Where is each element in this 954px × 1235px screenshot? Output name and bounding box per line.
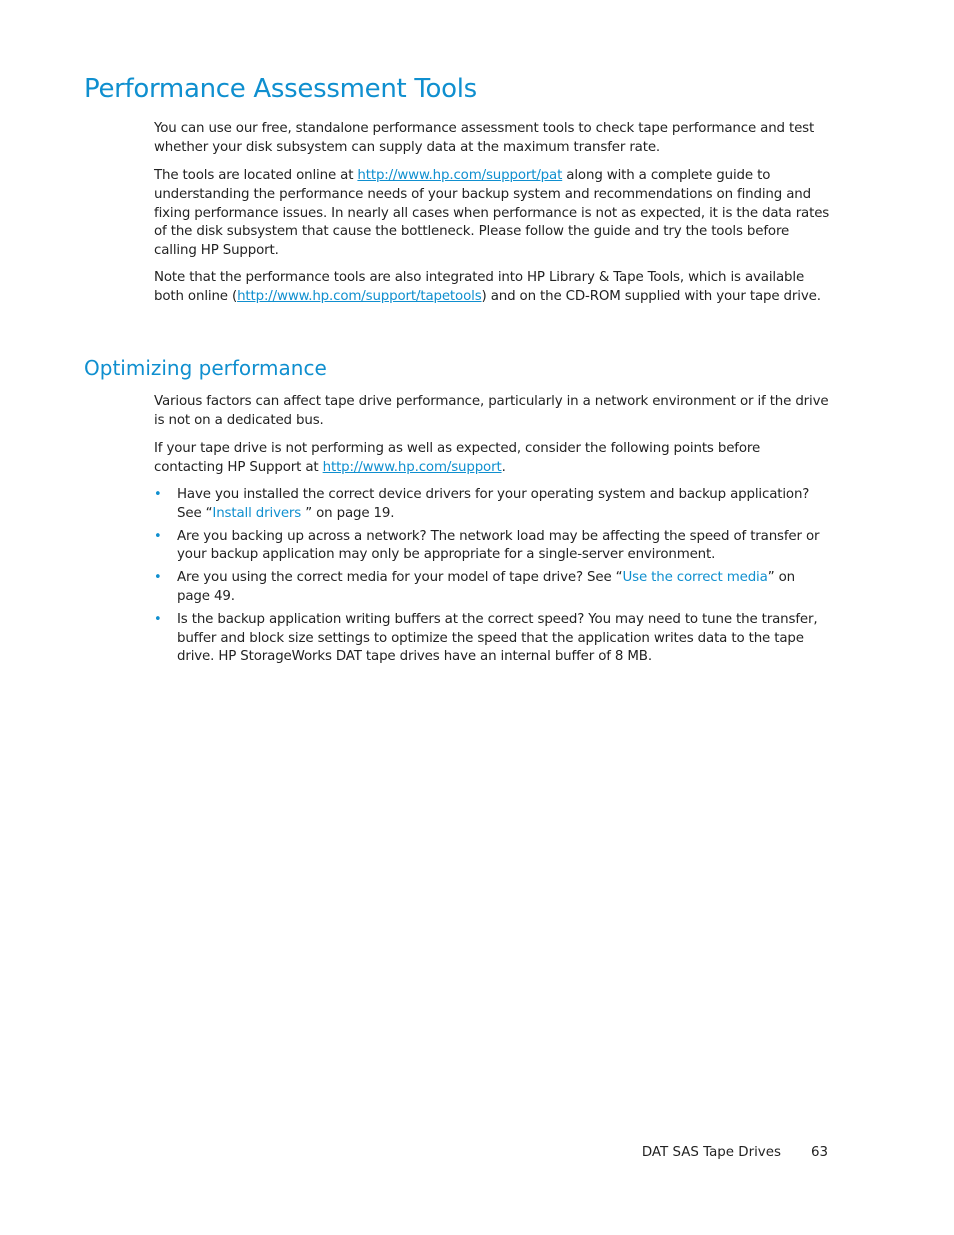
intro-paragraph: You can use our free, standalone performance assessment tools to check tape performance and test whether your disk subsystem can supply data at the maximum transfer rate. — [154, 121, 815, 155]
text-span: ” on page 19. — [305, 505, 395, 521]
text-span: Have you installed the correct device drivers for your operating system and backup application? See “ — [177, 487, 810, 521]
correct-media-xref[interactable]: Use the correct media — [622, 570, 768, 586]
text-span: ” on page 49. — [177, 570, 795, 604]
text-span: Is the backup application writing buffers at the correct speed? You may need to tune the transfer, buffer and block size settings to optimize the speed that the application writes data to the tape drive. HP StorageWorks DAT tape drives have an internal buffer of 8 MB. — [177, 611, 818, 665]
support-link[interactable]: http://www.hp.com/support — [322, 459, 502, 475]
text-span: . — [501, 459, 506, 475]
text-span: If your tape drive is not performing as well as expected, consider the following points before contacting HP Support at — [154, 441, 761, 475]
text-span: Note that the performance tools are also integrated into HP Library & Tape Tools, which is available both online ( — [154, 270, 805, 304]
text-span: ) and on the CD-ROM supplied with your tape drive. — [481, 288, 821, 304]
text-span: along with a complete guide to understanding the performance needs of your backup system and recommendations on finding and fixing performance issues. In nearly all cases when performance is not as expected, it is the data rates of the disk subsystem that cause the bottleneck. Please follow the guide and try the tools before calling HP Support. — [154, 168, 830, 259]
list-item-media — [154, 569, 830, 607]
page-title: Performance Assessment Tools — [84, 74, 477, 104]
tools-location-paragraph — [154, 167, 830, 261]
bullet-icon: • — [154, 528, 162, 544]
bullet-icon: • — [154, 570, 162, 586]
text-span: The tools are located online at — [154, 168, 358, 183]
footer-doc-title: DAT SAS Tape Drives — [641, 1145, 781, 1160]
bullet-icon: • — [154, 611, 162, 627]
section-heading-optimizing: Optimizing performance — [84, 356, 327, 380]
install-drivers-xref[interactable]: Install drivers — [212, 505, 306, 521]
text-span: Are you using the correct media for your model of tape drive? See “ — [177, 570, 623, 586]
pat-link[interactable]: http://www.hp.com/support/pat — [357, 168, 563, 183]
page-footer — [560, 1144, 828, 1162]
factors-paragraph: Various factors can affect tape drive performance, particularly in a network environment or if the drive is not on a dedicated bus. — [154, 394, 829, 428]
bullet-icon: • — [154, 487, 162, 502]
tapetools-paragraph — [154, 269, 830, 307]
text-span: Are you backing up across a network? The network load may be affecting the speed of transfer or your backup application may only be appropriate for a single-server environment. — [177, 528, 820, 563]
list-item-network — [154, 528, 830, 566]
list-item-drivers — [154, 486, 830, 524]
list-item-buffers — [154, 611, 830, 667]
checklist — [154, 486, 830, 671]
page-number: 63 — [810, 1145, 828, 1160]
tapetools-link[interactable]: http://www.hp.com/support/tapetools — [237, 288, 482, 304]
support-paragraph — [154, 440, 830, 478]
